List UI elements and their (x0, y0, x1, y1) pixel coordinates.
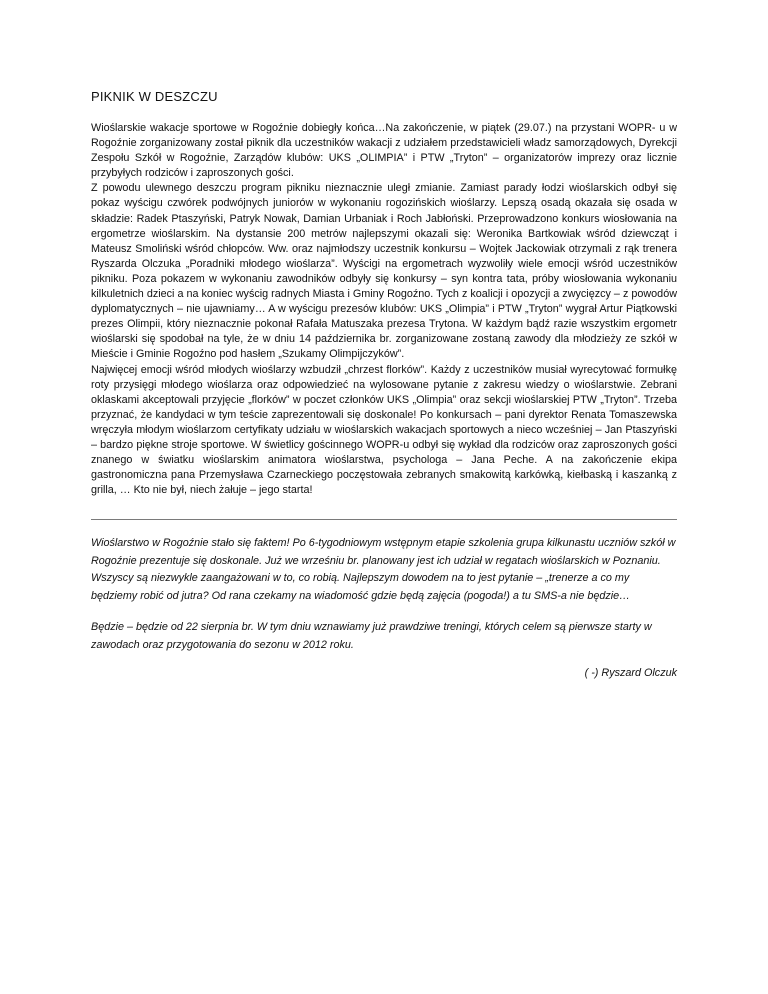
horizontal-divider (91, 519, 677, 520)
italic-paragraph: Wioślarstwo w Rogoźnie stało się faktem! Po 6-tygodniowym wstępnym etapie szkolenia grupa kilkunastu uczniów szkół w Rogoźnie prezentuje się doskonale. Już we wrześniu br. planowany jest ich udział w regatach wioślarskich w Poznaniu. Wszyscy są niezwykle zaangażowani w to, co robią. Najlepszym dowodem na to jest pytanie – „trenerze a co my będziemy robić od jutra? Od rana czekamy na wiadomość gdzie będą zajęcia (pogoda!) a tu SMS-a nie będzie… (91, 537, 676, 602)
article-paragraph: Najwięcej emocji wśród młodych wioślarzy wzbudził „chrzest florków”. Każdy z uczestników musiał wyrecytować formułkę roty przysięgi młodego wioślarza oraz odpowiedzieć na wylosowane pytanie z zakresu wiedzy o wioślarstwie. Zebrani oklaskami akceptowali przyjęcie „florków” w poczet członków UKS „Olimpia” oraz sekcji wioślarskiej PTW „Tryton”. Trzeba przyznać, że kandydaci w tym teście zaprezentowali się doskonale! Po konkursach – pani dyrektor Renata Tomaszewska wręczyła młodym wioślarzom certyfikaty udziału w wioślarskich wakacjach sportowych a nieco wcześniej – Jan Ptaszyński – bardzo piękne stroje sportowe. W świetlicy gościnnego WOPR-u odbył się wykład dla rodziców oraz zaproszonych gości znanego w światku wioślarskim animatora wioślarstwa, psychologa – Jana Peche. A na zakończenie ekipa gastronomiczna pana Przemysława Czarneckiego poczęstowała zebranych smakowitą karkówką, kiełbaską i kaszanką z grilla, … Kto nie był, niech żałuje – jego starta! (91, 363, 677, 497)
italic-note (91, 535, 677, 669)
italic-paragraph: Będzie – będzie od 22 sierpnia br. W tym dniu wznawiamy już prawdziwe treningi, których celem są pierwsze starty w zawodach oraz przygotowania do sezonu w 2012 roku. (91, 621, 652, 651)
page-title: PIKNIK W DESZCZU (91, 89, 218, 104)
article-body (91, 121, 677, 498)
author-signature: ( -) Ryszard Olczuk (584, 667, 677, 679)
article-paragraph: Z powodu ulewnego deszczu program pikniku nieznacznie uległ zmianie. Zamiast parady łodzi wioślarskich odbył się pokaz wyścigu czwórek podwójnych juniorów w wykonaniu rogozińskich wioślarzy. Lepszą osadą okazała się osada w składzie: Radek Ptaszyński, Patryk Nowak, Damian Urbaniak i Roch Jabłoński. Przeprowadzono konkurs wiosłowania na ergometrze wioślarskim. Na dystansie 200 metrów najlepszymi okazali się: Weronika Bartkowiak wśród dziewcząt i Mateusz Smoliński wśród chłopców. Ww. oraz najmłodszy uczestnik konkursu – Wojtek Jackowiak otrzymali z rąk trenera Ryszarda Olczuka „Poradniki młodego wioślarza”. Wyścigi na ergometrach wyzwoliły wiele emocji wśród uczestników pikniku. Poza pokazem w wykonaniu zawodników odbyły się konkursy – syn kontra tata, próby wiosłowania wykonaniu kilkuletnich dzieci a na koniec wyścig radnych Miasta i Gminy Rogoźno. Tych z koalicji i opozycji a zwycięzcy – z powodów dyplomatycznych – nie ujawniamy… A w wyścigu prezesów klubów: UKS „Olimpia” i PTW „Tryton” wygrał Artur Piątkowski prezes Olimpii, który nieznacznie pokonał Rafała Matuszaka prezesa Trytona. W każdym bądź razie wszystkim ergometr wioślarski się spodobał na tyle, że w dniu 14 października br. zorganizowane zostaną zawody dla młodzieży ze szkół w Mieście i Gminie Rogoźno pod hasłem „Szukamy Olimpijczyków”. (91, 182, 677, 361)
article-paragraph: Wioślarskie wakacje sportowe w Rogoźnie dobiegły końca…Na zakończenie, w piątek (29.07.) na przystani WOPR- u w Rogoźnie zorganizowany został piknik dla uczestników wakacji z udziałem przedstawicieli władz samorządowych, Dyrekcji Zespołu Szkół w Rogoźnie, Zarządów klubów: UKS „OLIMPIA” i PTW „Tryton” – organizatorów imprezy oraz licznie przybyłych rodziców i zaproszonych gości. (91, 122, 677, 180)
